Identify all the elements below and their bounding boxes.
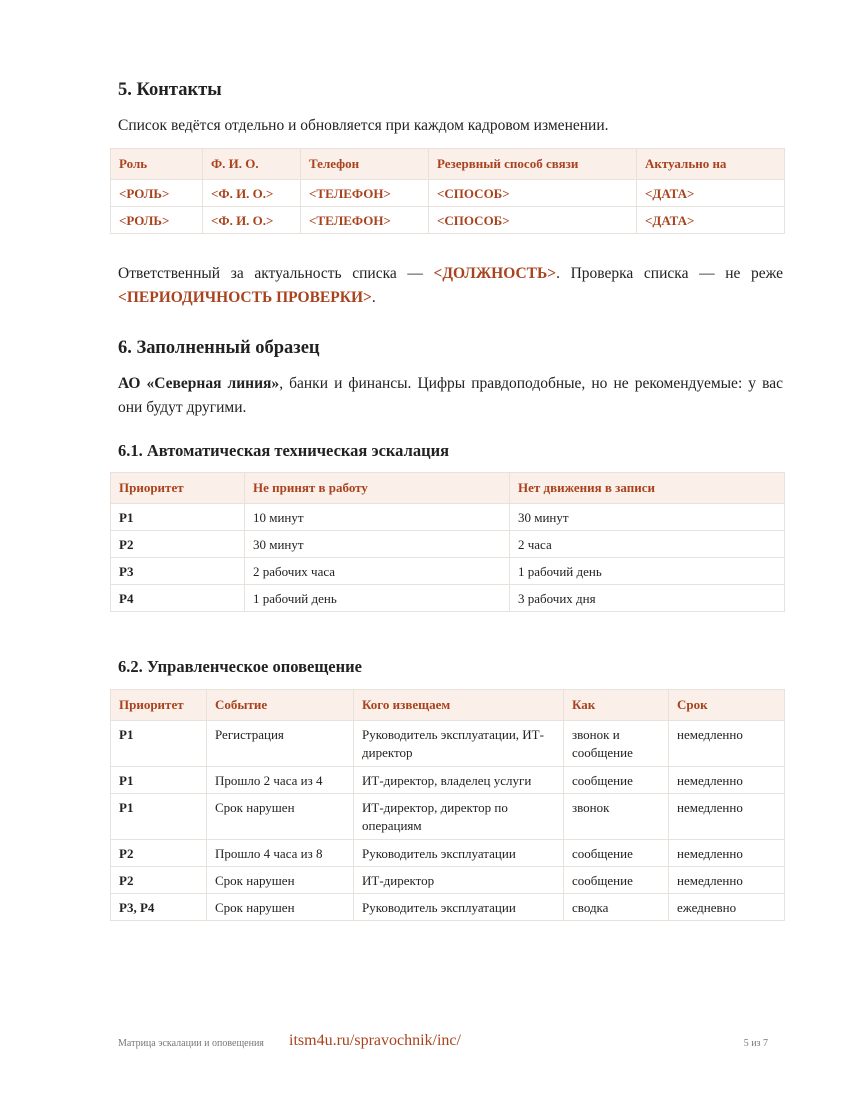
table-row <box>111 180 785 207</box>
column-header: Ф. И. О. <box>203 149 301 180</box>
section-6-2-title: 6.2. Управленческое оповещение <box>118 657 362 676</box>
contacts-note-line-1 <box>118 262 783 286</box>
table-row <box>111 794 785 840</box>
table-cell: <Ф. И. О.> <box>203 207 301 234</box>
table-row <box>111 558 785 585</box>
table-row <box>111 207 785 234</box>
table-cell: 2 часа <box>510 531 785 558</box>
table-cell: немедленно <box>669 867 785 894</box>
table-cell: <ДАТА> <box>637 207 785 234</box>
table-cell: Срок нарушен <box>207 894 354 921</box>
note-text: . Проверка списка — не реже <box>556 265 783 282</box>
table-row <box>111 840 785 867</box>
management-notification-table <box>110 689 785 921</box>
column-header: Не принят в работу <box>245 473 510 504</box>
priority-cell: P3 <box>111 558 245 585</box>
table-cell: Регистрация <box>207 721 354 767</box>
table-cell: 30 минут <box>245 531 510 558</box>
contacts-note <box>118 262 783 310</box>
priority-cell: P4 <box>111 585 245 612</box>
table-cell: 10 минут <box>245 504 510 531</box>
table-cell: <ДАТА> <box>637 180 785 207</box>
table-cell: <СПОСОБ> <box>429 207 637 234</box>
table-cell: <Ф. И. О.> <box>203 180 301 207</box>
table-cell: Руководитель эксплуатации, ИТ-директор <box>354 721 564 767</box>
table-cell: 1 рабочий день <box>245 585 510 612</box>
section-6-intro <box>118 372 783 420</box>
column-header: Роль <box>111 149 203 180</box>
table-cell: <РОЛЬ> <box>111 207 203 234</box>
table-cell: ИТ-директор <box>354 867 564 894</box>
table-cell: немедленно <box>669 794 785 840</box>
table-cell: <РОЛЬ> <box>111 180 203 207</box>
table-cell: <ТЕЛЕФОН> <box>301 207 429 234</box>
column-header: Резервный способ связи <box>429 149 637 180</box>
section-6-1-title: 6.1. Автоматическая техническая эскалация <box>118 441 450 460</box>
priority-cell: P2 <box>111 867 207 894</box>
column-header: Нет движения в записи <box>510 473 785 504</box>
table-cell: ежедневно <box>669 894 785 921</box>
column-header: Приоритет <box>111 473 245 504</box>
table-row <box>111 531 785 558</box>
priority-cell: P2 <box>111 840 207 867</box>
column-header: Событие <box>207 690 354 721</box>
priority-cell: P1 <box>111 721 207 767</box>
table-header-row <box>111 473 785 504</box>
technical-escalation-table <box>110 472 785 612</box>
table-row <box>111 721 785 767</box>
table-cell: немедленно <box>669 767 785 794</box>
table-cell: Срок нарушен <box>207 794 354 840</box>
table-cell: Срок нарушен <box>207 867 354 894</box>
priority-cell: P3, P4 <box>111 894 207 921</box>
table-row <box>111 767 785 794</box>
table-cell: 1 рабочий день <box>510 558 785 585</box>
table-row <box>111 894 785 921</box>
table-cell: звонок и сообщение <box>564 721 669 767</box>
table-cell: сообщение <box>564 867 669 894</box>
table-cell: Руководитель эксплуатации <box>354 894 564 921</box>
column-header: Телефон <box>301 149 429 180</box>
footer-url-link[interactable]: itsm4u.ru/spravochnik/inc/ <box>289 1032 461 1049</box>
table-header-row <box>111 149 785 180</box>
table-cell: 3 рабочих дня <box>510 585 785 612</box>
note-text: Ответственный за актуальность списка — <box>118 265 434 282</box>
review-period-placeholder: <ПЕРИОДИЧНОСТЬ ПРОВЕРКИ> <box>118 289 372 306</box>
section-5-intro: Список ведётся отдельно и обновляется при каждом кадровом изменении. <box>118 117 609 134</box>
priority-cell: P1 <box>111 794 207 840</box>
column-header: Кого извещаем <box>354 690 564 721</box>
column-header: Как <box>564 690 669 721</box>
table-cell: Прошло 2 часа из 4 <box>207 767 354 794</box>
table-cell: <СПОСОБ> <box>429 180 637 207</box>
table-cell: ИТ-директор, директор по операциям <box>354 794 564 840</box>
table-cell: ИТ-директор, владелец услуги <box>354 767 564 794</box>
table-cell: сообщение <box>564 840 669 867</box>
table-cell: Прошло 4 часа из 8 <box>207 840 354 867</box>
table-cell: <ТЕЛЕФОН> <box>301 180 429 207</box>
table-cell: 2 рабочих часа <box>245 558 510 585</box>
section-6-intro-text: , банки и финансы. Цифры правдоподобные, но не рекомендуемые: у вас они будут другими. <box>118 375 783 416</box>
responsible-role-placeholder: <ДОЛЖНОСТЬ> <box>433 265 557 282</box>
note-text: . <box>371 289 376 306</box>
company-name: АО «Северная линия» <box>118 375 280 392</box>
table-row <box>111 585 785 612</box>
table-cell: немедленно <box>669 721 785 767</box>
table-cell: сообщение <box>564 767 669 794</box>
footer-document-title: Матрица эскалации и оповещения <box>118 1038 264 1049</box>
table-cell: звонок <box>564 794 669 840</box>
table-row <box>111 504 785 531</box>
table-cell: немедленно <box>669 840 785 867</box>
priority-cell: P2 <box>111 531 245 558</box>
section-6-title: 6. Заполненный образец <box>118 338 320 358</box>
priority-cell: P1 <box>111 504 245 531</box>
contacts-table <box>110 148 785 234</box>
column-header: Срок <box>669 690 785 721</box>
table-cell: 30 минут <box>510 504 785 531</box>
table-header-row <box>111 690 785 721</box>
section-5-title: 5. Контакты <box>118 80 222 100</box>
contacts-note-line-2 <box>118 286 783 310</box>
column-header: Приоритет <box>111 690 207 721</box>
column-header: Актуально на <box>637 149 785 180</box>
priority-cell: P1 <box>111 767 207 794</box>
table-cell: сводка <box>564 894 669 921</box>
table-row <box>111 867 785 894</box>
table-cell: Руководитель эксплуатации <box>354 840 564 867</box>
footer-page-number: 5 из 7 <box>743 1038 768 1049</box>
